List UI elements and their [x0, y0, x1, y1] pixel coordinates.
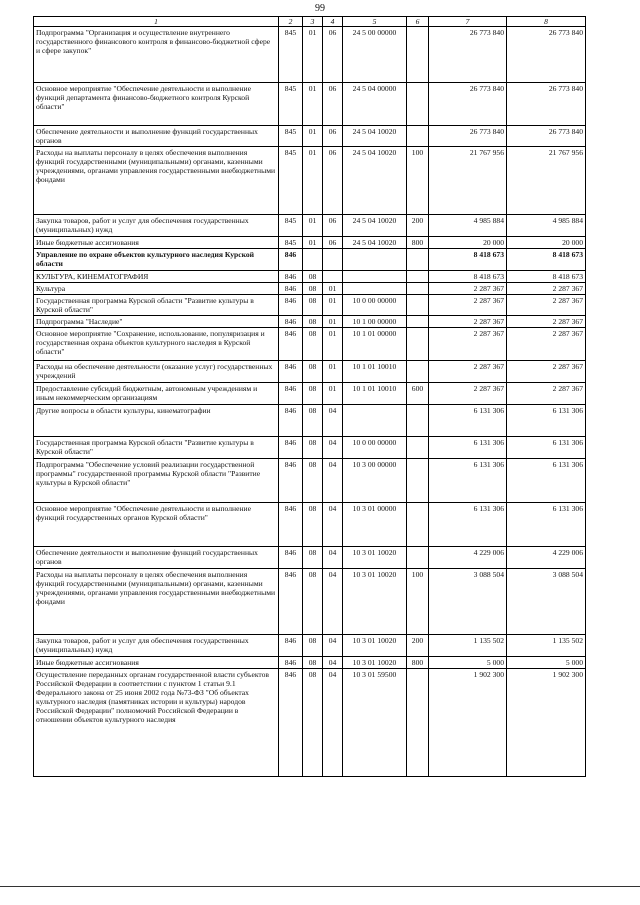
row-vr — [407, 27, 429, 83]
row-ved: 846 — [279, 361, 303, 383]
column-header: 8 — [507, 17, 586, 27]
row-ved: 846 — [279, 405, 303, 437]
row-ved: 846 — [279, 249, 303, 271]
row-name: Подпрограмма "Организация и осуществление внутреннего государственного финансового контроля в финансово-бюджетной сфере и сфере закупок" — [34, 27, 279, 83]
row-rz: 08 — [303, 569, 323, 635]
table-row — [34, 271, 586, 283]
row-vr: 200 — [407, 215, 429, 237]
table-row — [34, 361, 586, 383]
row-sum-1: 8 418 673 — [429, 271, 507, 283]
row-rz: 01 — [303, 215, 323, 237]
row-sum-1: 1 902 300 — [429, 669, 507, 777]
row-sum-1: 4 229 006 — [429, 547, 507, 569]
row-sum-1: 4 985 884 — [429, 215, 507, 237]
row-vr: 800 — [407, 657, 429, 669]
row-sum-1: 20 000 — [429, 237, 507, 249]
row-ved: 846 — [279, 669, 303, 777]
row-vr — [407, 547, 429, 569]
row-csr — [343, 405, 407, 437]
row-ved: 846 — [279, 503, 303, 547]
column-header: 7 — [429, 17, 507, 27]
row-pr: 06 — [323, 27, 343, 83]
row-csr: 10 3 01 10020 — [343, 569, 407, 635]
row-rz: 08 — [303, 383, 323, 405]
column-header: 5 — [343, 17, 407, 27]
table-row — [34, 126, 586, 147]
row-pr — [323, 249, 343, 271]
column-header: 4 — [323, 17, 343, 27]
row-sum-2: 8 418 673 — [507, 271, 586, 283]
row-name: Основное мероприятие "Сохранение, использование, популяризация и государственная охрана объектов культурного наследия в Курской области" — [34, 328, 279, 361]
table-row — [34, 215, 586, 237]
row-name: Государственная программа Курской области "Развитие культуры в Курской области" — [34, 437, 279, 459]
table-row — [34, 316, 586, 328]
row-vr — [407, 249, 429, 271]
row-csr — [343, 271, 407, 283]
row-vr — [407, 83, 429, 126]
row-csr — [343, 249, 407, 271]
page-bottom-rule — [0, 886, 640, 887]
row-name: Основное мероприятие "Обеспечение деятельности и выполнение функций департамента финансово-бюджетного контроля Курской области" — [34, 83, 279, 126]
row-sum-2: 1 902 300 — [507, 669, 586, 777]
row-ved: 846 — [279, 657, 303, 669]
row-ved: 845 — [279, 147, 303, 215]
row-sum-1: 8 418 673 — [429, 249, 507, 271]
row-csr: 24 5 04 10020 — [343, 147, 407, 215]
row-pr: 04 — [323, 547, 343, 569]
row-csr: 10 0 00 00000 — [343, 437, 407, 459]
row-sum-2: 6 131 306 — [507, 437, 586, 459]
row-name: Государственная программа Курской области "Развитие культуры в Курской области" — [34, 295, 279, 316]
row-csr: 10 3 01 10020 — [343, 635, 407, 657]
row-sum-2: 26 773 840 — [507, 126, 586, 147]
row-ved: 845 — [279, 237, 303, 249]
row-rz: 08 — [303, 361, 323, 383]
row-name: Управление по охране объектов культурного наследия Курской области — [34, 249, 279, 271]
row-ved: 846 — [279, 283, 303, 295]
row-sum-2: 6 131 306 — [507, 459, 586, 503]
table-row — [34, 437, 586, 459]
row-sum-2: 2 287 367 — [507, 383, 586, 405]
row-csr: 24 5 00 00000 — [343, 27, 407, 83]
row-name: Подпрограмма "Наследие" — [34, 316, 279, 328]
row-sum-2: 2 287 367 — [507, 328, 586, 361]
row-sum-1: 2 287 367 — [429, 361, 507, 383]
row-name: Основное мероприятие "Обеспечение деятельности и выполнение функций государственных органов Курской области" — [34, 503, 279, 547]
row-sum-1: 26 773 840 — [429, 27, 507, 83]
table-row — [34, 657, 586, 669]
row-vr — [407, 295, 429, 316]
row-ved: 846 — [279, 437, 303, 459]
row-rz: 08 — [303, 295, 323, 316]
column-number-header-row — [34, 17, 586, 27]
row-csr: 10 3 00 00000 — [343, 459, 407, 503]
row-sum-1: 2 287 367 — [429, 383, 507, 405]
row-ved: 846 — [279, 569, 303, 635]
table-row — [34, 147, 586, 215]
row-ved: 845 — [279, 83, 303, 126]
row-vr: 600 — [407, 383, 429, 405]
row-sum-2: 26 773 840 — [507, 27, 586, 83]
row-sum-1: 6 131 306 — [429, 437, 507, 459]
row-pr: 04 — [323, 569, 343, 635]
row-vr — [407, 283, 429, 295]
row-ved: 846 — [279, 635, 303, 657]
row-vr — [407, 361, 429, 383]
row-rz: 01 — [303, 27, 323, 83]
row-name: Обеспечение деятельности и выполнение функций государственных органов — [34, 126, 279, 147]
row-pr: 01 — [323, 295, 343, 316]
table-row — [34, 635, 586, 657]
row-sum-2: 2 287 367 — [507, 295, 586, 316]
row-sum-2: 4 985 884 — [507, 215, 586, 237]
row-name: Иные бюджетные ассигнования — [34, 657, 279, 669]
row-sum-1: 6 131 306 — [429, 459, 507, 503]
row-vr: 100 — [407, 569, 429, 635]
row-rz: 01 — [303, 237, 323, 249]
table-row — [34, 237, 586, 249]
row-pr: 04 — [323, 669, 343, 777]
row-vr: 100 — [407, 147, 429, 215]
row-rz: 08 — [303, 316, 323, 328]
row-ved: 846 — [279, 383, 303, 405]
row-rz: 01 — [303, 126, 323, 147]
page-number: 99 — [315, 3, 325, 14]
row-sum-1: 5 000 — [429, 657, 507, 669]
row-csr: 10 3 01 59500 — [343, 669, 407, 777]
row-vr — [407, 669, 429, 777]
table-row — [34, 569, 586, 635]
row-name: Расходы на обеспечение деятельности (оказание услуг) государственных учреждений — [34, 361, 279, 383]
row-vr: 800 — [407, 237, 429, 249]
table-row — [34, 283, 586, 295]
row-ved: 846 — [279, 295, 303, 316]
row-name: Подпрограмма "Обеспечение условий реализации государственной программы" государственной программы Курской области "Развитие культуры в Курской области" — [34, 459, 279, 503]
row-vr — [407, 459, 429, 503]
row-sum-2: 2 287 367 — [507, 316, 586, 328]
row-csr: 24 5 04 10020 — [343, 215, 407, 237]
row-csr — [343, 283, 407, 295]
row-sum-2: 5 000 — [507, 657, 586, 669]
row-ved: 846 — [279, 271, 303, 283]
row-sum-2: 4 229 006 — [507, 547, 586, 569]
row-rz: 08 — [303, 669, 323, 777]
row-pr — [323, 271, 343, 283]
row-pr: 04 — [323, 459, 343, 503]
row-rz: 08 — [303, 328, 323, 361]
row-pr: 04 — [323, 405, 343, 437]
row-vr — [407, 316, 429, 328]
row-vr — [407, 437, 429, 459]
table-row — [34, 547, 586, 569]
row-ved: 846 — [279, 328, 303, 361]
row-pr: 06 — [323, 126, 343, 147]
row-vr — [407, 328, 429, 361]
row-sum-2: 26 773 840 — [507, 83, 586, 126]
row-pr: 06 — [323, 215, 343, 237]
row-ved: 846 — [279, 316, 303, 328]
column-header: 1 — [34, 17, 279, 27]
row-name: Осуществление переданных органам государственной власти субъектов Российской Федерации в соответствии с пунктом 1 статьи 9.1 Федерального закона от 25 июня 2002 года №73-ФЗ "Об объектах культурного наследия (памятниках истории и культуры) народов Российской Федерации" полномочий Российской Федерации в отношении объектов культурного наследия — [34, 669, 279, 777]
row-pr: 06 — [323, 83, 343, 126]
row-sum-2: 21 767 956 — [507, 147, 586, 215]
row-rz: 08 — [303, 635, 323, 657]
row-vr — [407, 126, 429, 147]
row-csr: 10 0 00 00000 — [343, 295, 407, 316]
table-row — [34, 249, 586, 271]
row-vr — [407, 405, 429, 437]
table-row — [34, 383, 586, 405]
row-rz: 08 — [303, 283, 323, 295]
row-ved: 845 — [279, 126, 303, 147]
row-rz: 08 — [303, 657, 323, 669]
row-rz — [303, 249, 323, 271]
row-sum-1: 6 131 306 — [429, 405, 507, 437]
table-row — [34, 405, 586, 437]
column-header: 3 — [303, 17, 323, 27]
row-csr: 10 1 01 10010 — [343, 383, 407, 405]
row-sum-2: 2 287 367 — [507, 361, 586, 383]
row-vr — [407, 503, 429, 547]
row-ved: 845 — [279, 215, 303, 237]
row-vr — [407, 271, 429, 283]
row-pr: 01 — [323, 283, 343, 295]
row-sum-2: 8 418 673 — [507, 249, 586, 271]
row-sum-1: 2 287 367 — [429, 283, 507, 295]
row-pr: 01 — [323, 328, 343, 361]
row-csr: 24 5 04 10020 — [343, 126, 407, 147]
row-csr: 10 1 01 10010 — [343, 361, 407, 383]
row-sum-1: 2 287 367 — [429, 295, 507, 316]
row-sum-2: 20 000 — [507, 237, 586, 249]
row-sum-2: 1 135 502 — [507, 635, 586, 657]
row-name: Предоставление субсидий бюджетным, автономным учреждениям и иным некоммерческим организациям — [34, 383, 279, 405]
row-rz: 01 — [303, 147, 323, 215]
row-name: Другие вопросы в области культуры, кинематографии — [34, 405, 279, 437]
row-rz: 08 — [303, 405, 323, 437]
row-name: Расходы на выплаты персоналу в целях обеспечения выполнения функций государственными (муниципальными) органами, казенными учреждениями, органами управления государственными внебюджетными фондами — [34, 147, 279, 215]
row-ved: 846 — [279, 459, 303, 503]
row-pr: 01 — [323, 361, 343, 383]
row-csr: 10 1 00 00000 — [343, 316, 407, 328]
row-sum-2: 2 287 367 — [507, 283, 586, 295]
row-pr: 01 — [323, 316, 343, 328]
row-pr: 04 — [323, 437, 343, 459]
row-pr: 04 — [323, 503, 343, 547]
row-rz: 08 — [303, 459, 323, 503]
row-sum-1: 3 088 504 — [429, 569, 507, 635]
table-row — [34, 503, 586, 547]
row-sum-1: 6 131 306 — [429, 503, 507, 547]
row-sum-1: 1 135 502 — [429, 635, 507, 657]
row-sum-1: 2 287 367 — [429, 316, 507, 328]
row-sum-1: 26 773 840 — [429, 83, 507, 126]
row-csr: 10 3 01 10020 — [343, 657, 407, 669]
table-row — [34, 295, 586, 316]
row-name: КУЛЬТУРА, КИНЕМАТОГРАФИЯ — [34, 271, 279, 283]
row-rz: 08 — [303, 503, 323, 547]
row-pr: 06 — [323, 237, 343, 249]
row-rz: 01 — [303, 83, 323, 126]
column-header: 6 — [407, 17, 429, 27]
row-sum-2: 6 131 306 — [507, 405, 586, 437]
row-pr: 04 — [323, 657, 343, 669]
row-name: Иные бюджетные ассигнования — [34, 237, 279, 249]
row-vr: 200 — [407, 635, 429, 657]
row-csr: 24 5 04 00000 — [343, 83, 407, 126]
row-csr: 10 1 01 00000 — [343, 328, 407, 361]
budget-table — [33, 16, 586, 777]
row-sum-2: 6 131 306 — [507, 503, 586, 547]
row-sum-1: 2 287 367 — [429, 328, 507, 361]
row-sum-2: 3 088 504 — [507, 569, 586, 635]
table-row — [34, 27, 586, 83]
row-csr: 10 3 01 10020 — [343, 547, 407, 569]
row-csr: 24 5 04 10020 — [343, 237, 407, 249]
table-row — [34, 83, 586, 126]
row-name: Культура — [34, 283, 279, 295]
row-name: Обеспечение деятельности и выполнение функций государственных органов — [34, 547, 279, 569]
row-pr: 04 — [323, 635, 343, 657]
row-rz: 08 — [303, 437, 323, 459]
row-rz: 08 — [303, 271, 323, 283]
row-rz: 08 — [303, 547, 323, 569]
row-pr: 01 — [323, 383, 343, 405]
table-row — [34, 328, 586, 361]
row-name: Закупка товаров, работ и услуг для обеспечения государственных (муниципальных) нужд — [34, 215, 279, 237]
row-csr: 10 3 01 00000 — [343, 503, 407, 547]
table-row — [34, 669, 586, 777]
row-name: Закупка товаров, работ и услуг для обеспечения государственных (муниципальных) нужд — [34, 635, 279, 657]
row-ved: 846 — [279, 547, 303, 569]
row-sum-1: 21 767 956 — [429, 147, 507, 215]
row-pr: 06 — [323, 147, 343, 215]
row-sum-1: 26 773 840 — [429, 126, 507, 147]
column-header: 2 — [279, 17, 303, 27]
row-name: Расходы на выплаты персоналу в целях обеспечения выполнения функций государственными (муниципальными) органами, казенными учреждениями, органами управления государственными внебюджетными фондами — [34, 569, 279, 635]
row-ved: 845 — [279, 27, 303, 83]
table-row — [34, 459, 586, 503]
